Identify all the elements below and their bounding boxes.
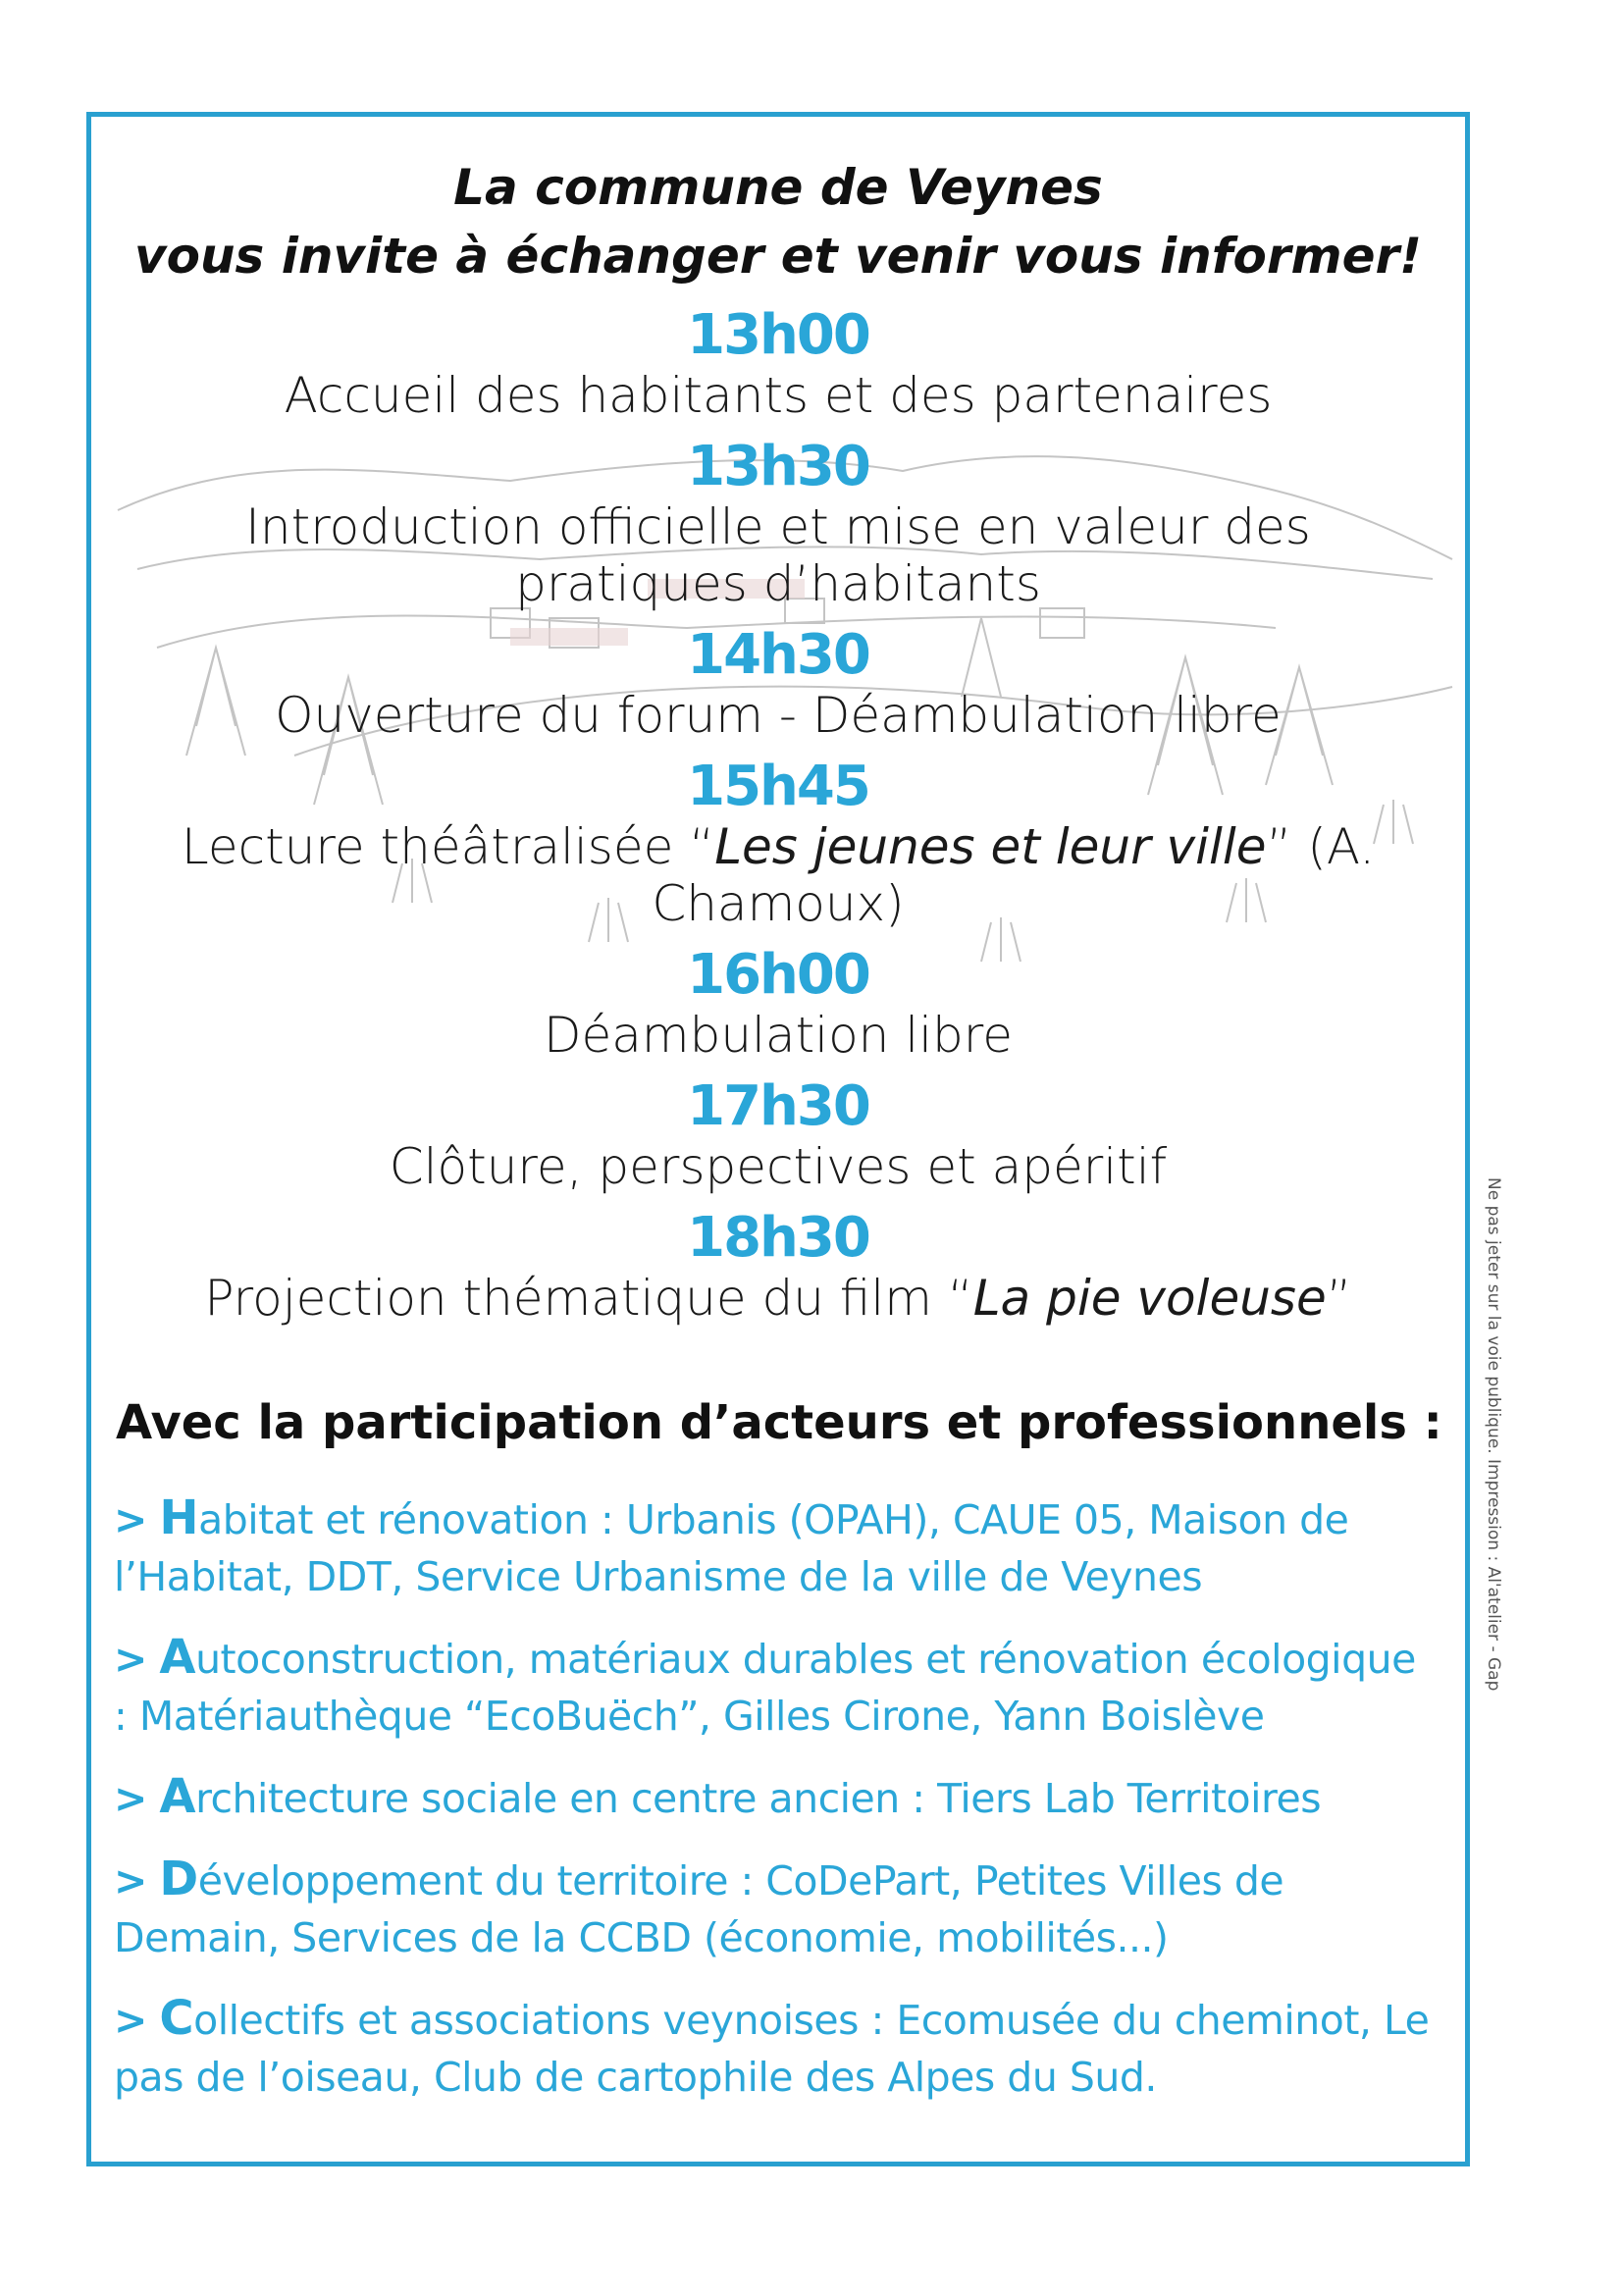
partner-text: utoconstruction, matériaux durables et rénovation écologique : Matériauthèque “EcoBuëch”, Gilles Cirone, Yann Boislève	[114, 1636, 1416, 1740]
schedule-item	[86, 624, 1470, 744]
schedule-description: Clôture, perspectives et apéritif	[389, 1138, 1168, 1195]
schedule	[86, 304, 1470, 1327]
list-item	[114, 1990, 1431, 2106]
play-title: Les jeunes et leur ville	[714, 818, 1267, 875]
arrow-marker: >	[114, 1636, 147, 1683]
arrow-marker: >	[114, 1997, 147, 2044]
description-text: Projection thématique du film “	[204, 1270, 973, 1327]
schedule-description: Accueil des habitants et des partenaires	[284, 367, 1273, 424]
schedule-item	[86, 1207, 1470, 1327]
list-item	[114, 1629, 1431, 1745]
title-line-1: La commune de Veynes	[453, 159, 1103, 216]
schedule-description: Introduction officielle et mise en valeur des pratiques d’habitants	[245, 498, 1311, 612]
list-item	[114, 1768, 1431, 1827]
schedule-time: 13h00	[687, 303, 869, 367]
schedule-item	[86, 304, 1470, 424]
invitation-title	[86, 153, 1470, 290]
schedule-time: 18h30	[687, 1206, 869, 1270]
schedule-description: Déambulation libre	[544, 1007, 1013, 1064]
schedule-description: Ouverture du forum - Déambulation libre	[275, 687, 1282, 744]
initial-letter: C	[159, 1991, 194, 2046]
schedule-description	[86, 1270, 1470, 1327]
schedule-description	[86, 818, 1470, 932]
schedule-time: 16h00	[687, 943, 869, 1007]
list-item	[114, 1851, 1431, 1966]
flyer-content	[86, 112, 1470, 2129]
schedule-time: 15h45	[687, 755, 869, 818]
schedule-item	[86, 944, 1470, 1064]
partner-text: ollectifs et associations veynoises : Ecomusée du cheminot, Le pas de l’oiseau, Club de cartophile des Alpes du Sud.	[114, 1997, 1430, 2101]
schedule-time: 13h30	[687, 435, 869, 498]
initial-letter: H	[159, 1490, 199, 1545]
arrow-marker: >	[114, 1857, 147, 1905]
schedule-item	[86, 1075, 1470, 1195]
partner-list	[86, 1489, 1470, 2106]
description-text: ” (A. Chamoux)	[652, 818, 1376, 932]
partner-text: rchitecture sociale en centre ancien : Tiers Lab Territoires	[195, 1775, 1322, 1822]
arrow-marker: >	[114, 1775, 147, 1822]
schedule-time: 17h30	[687, 1074, 869, 1138]
initial-letter: A	[159, 1630, 196, 1685]
schedule-item	[86, 756, 1470, 932]
schedule-time: 14h30	[687, 623, 869, 687]
description-text: ”	[1326, 1270, 1352, 1327]
schedule-item	[86, 436, 1470, 612]
participation-heading: Avec la participation d’acteurs et professionnels :	[116, 1395, 1442, 1450]
film-title: La pie voleuse	[972, 1270, 1327, 1327]
initial-letter: A	[159, 1769, 196, 1824]
print-notice: Ne pas jeter sur la voie publique. Impression : Al'atelier - Gap	[1484, 1177, 1503, 1692]
title-line-2: vous invite à échanger et venir vous informer!	[134, 228, 1422, 285]
partner-text: éveloppement du territoire : CoDePart, Petites Villes de Demain, Services de la CCBD (économie, mobilités...)	[114, 1857, 1284, 1961]
description-text: Lecture théâtralisée “	[181, 818, 715, 875]
list-item	[114, 1489, 1431, 1605]
partner-text: abitat et rénovation : Urbanis (OPAH), CAUE 05, Maison de l’Habitat, DDT, Service Urbanisme de la ville de Veynes	[114, 1496, 1349, 1600]
arrow-marker: >	[114, 1496, 147, 1543]
initial-letter: D	[159, 1852, 198, 1906]
